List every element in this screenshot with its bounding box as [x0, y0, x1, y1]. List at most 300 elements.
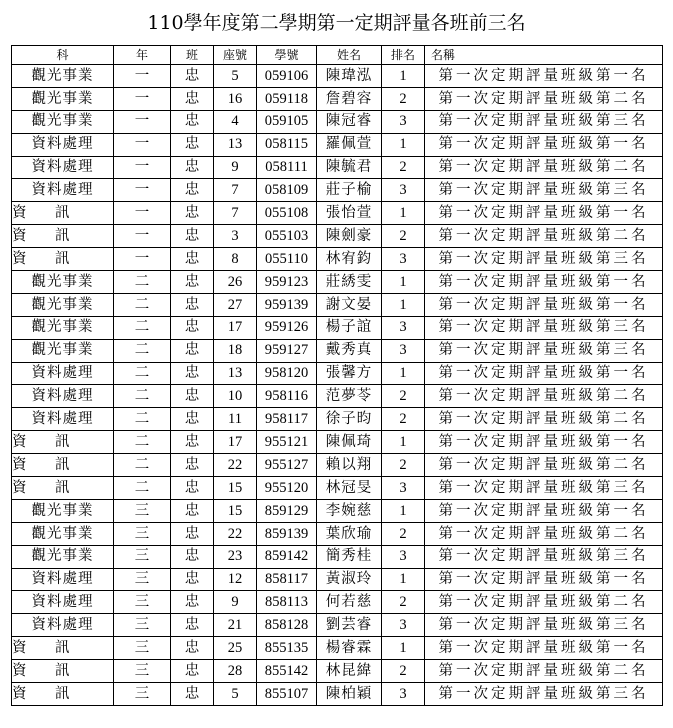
cell-class: 忠	[171, 614, 214, 637]
cell-grade: 二	[114, 362, 171, 385]
table-row	[12, 110, 663, 133]
cell-student-id: 958117	[257, 408, 317, 431]
header-rank: 排名	[382, 46, 425, 65]
cell-rank: 1	[382, 202, 425, 225]
cell-seat: 22	[214, 522, 257, 545]
cell-dept	[12, 248, 114, 271]
table-row	[12, 87, 663, 110]
cell-name: 陳瑋泓	[317, 65, 382, 88]
dept-char: 資	[12, 685, 27, 702]
cell-class: 忠	[171, 637, 214, 660]
cell-class: 忠	[171, 225, 214, 248]
cell-grade: 二	[114, 271, 171, 294]
cell-class: 忠	[171, 683, 214, 706]
dept-label	[12, 252, 98, 267]
cell-class: 忠	[171, 362, 214, 385]
dept-label: 資料處理	[31, 571, 94, 588]
cell-note: 第一次定期評量班級第一名	[425, 568, 663, 591]
cell-rank: 1	[382, 362, 425, 385]
table-row	[12, 362, 663, 385]
cell-seat: 7	[214, 202, 257, 225]
cell-name: 范夢苓	[317, 385, 382, 408]
cell-grade: 一	[114, 110, 171, 133]
cell-student-id: 859142	[257, 545, 317, 568]
cell-grade: 二	[114, 339, 171, 362]
dept-label: 資料處理	[31, 388, 94, 405]
dept-label	[12, 664, 98, 679]
cell-class: 忠	[171, 591, 214, 614]
cell-rank: 2	[382, 385, 425, 408]
dept-label	[12, 641, 98, 656]
cell-student-id: 059106	[257, 65, 317, 88]
cell-class: 忠	[171, 202, 214, 225]
page-title: 110學年度第二學期第一定期評量各班前三名	[147, 12, 526, 34]
dept-label: 觀光事業	[31, 342, 94, 359]
cell-rank: 3	[382, 614, 425, 637]
cell-rank: 3	[382, 683, 425, 706]
cell-seat: 23	[214, 545, 257, 568]
cell-note: 第一次定期評量班級第三名	[425, 316, 663, 339]
cell-rank: 3	[382, 248, 425, 271]
cell-dept	[12, 499, 114, 522]
cell-grade: 二	[114, 316, 171, 339]
cell-rank: 3	[382, 179, 425, 202]
cell-note: 第一次定期評量班級第一名	[425, 271, 663, 294]
cell-seat: 8	[214, 248, 257, 271]
cell-seat: 21	[214, 614, 257, 637]
ranking-table	[11, 45, 663, 706]
header-class: 班	[171, 46, 214, 65]
header-student-id: 學號	[257, 46, 317, 65]
cell-note: 第一次定期評量班級第三名	[425, 614, 663, 637]
cell-note: 第一次定期評量班級第三名	[425, 248, 663, 271]
cell-seat: 5	[214, 683, 257, 706]
dept-char: 資	[12, 433, 27, 450]
dept-label: 資料處理	[31, 136, 94, 153]
cell-note: 第一次定期評量班級第一名	[425, 65, 663, 88]
cell-name: 戴秀真	[317, 339, 382, 362]
cell-rank: 2	[382, 225, 425, 248]
cell-grade: 三	[114, 591, 171, 614]
table-row	[12, 202, 663, 225]
table-row	[12, 408, 663, 431]
cell-seat: 28	[214, 660, 257, 683]
cell-name: 賴以翔	[317, 454, 382, 477]
cell-seat: 12	[214, 568, 257, 591]
dept-char: 訊	[55, 227, 70, 244]
dept-char: 資	[12, 456, 27, 473]
cell-note: 第一次定期評量班級第二名	[425, 660, 663, 683]
cell-seat: 27	[214, 293, 257, 316]
cell-class: 忠	[171, 87, 214, 110]
cell-name: 張怡萱	[317, 202, 382, 225]
cell-class: 忠	[171, 545, 214, 568]
cell-seat: 11	[214, 408, 257, 431]
cell-student-id: 955127	[257, 454, 317, 477]
dept-char: 訊	[55, 250, 70, 267]
cell-class: 忠	[171, 431, 214, 454]
cell-student-id: 858113	[257, 591, 317, 614]
cell-seat: 22	[214, 454, 257, 477]
cell-seat: 9	[214, 591, 257, 614]
header-note: 名稱	[425, 46, 663, 65]
dept-label: 觀光事業	[31, 319, 94, 336]
cell-class: 忠	[171, 293, 214, 316]
cell-grade: 一	[114, 87, 171, 110]
cell-grade: 三	[114, 499, 171, 522]
cell-name: 徐子昀	[317, 408, 382, 431]
cell-note: 第一次定期評量班級第三名	[425, 545, 663, 568]
table-row	[12, 477, 663, 500]
dept-char: 資	[12, 639, 27, 656]
cell-note: 第一次定期評量班級第三名	[425, 477, 663, 500]
cell-class: 忠	[171, 660, 214, 683]
cell-student-id: 055110	[257, 248, 317, 271]
cell-name: 陳劍豪	[317, 225, 382, 248]
cell-name: 黃淑玲	[317, 568, 382, 591]
cell-student-id: 859129	[257, 499, 317, 522]
cell-class: 忠	[171, 156, 214, 179]
cell-rank: 3	[382, 339, 425, 362]
cell-student-id: 958116	[257, 385, 317, 408]
cell-seat: 7	[214, 179, 257, 202]
cell-name: 劉芸睿	[317, 614, 382, 637]
cell-dept	[12, 110, 114, 133]
cell-dept	[12, 87, 114, 110]
cell-dept	[12, 225, 114, 248]
cell-student-id: 059118	[257, 87, 317, 110]
cell-seat: 9	[214, 156, 257, 179]
cell-name: 陳冠睿	[317, 110, 382, 133]
cell-note: 第一次定期評量班級第二名	[425, 408, 663, 431]
cell-student-id: 055103	[257, 225, 317, 248]
cell-student-id: 058115	[257, 133, 317, 156]
cell-class: 忠	[171, 385, 214, 408]
cell-name: 何若慈	[317, 591, 382, 614]
cell-grade: 三	[114, 568, 171, 591]
cell-grade: 一	[114, 156, 171, 179]
cell-student-id: 858117	[257, 568, 317, 591]
cell-name: 林昆緯	[317, 660, 382, 683]
cell-grade: 二	[114, 454, 171, 477]
table-row	[12, 339, 663, 362]
dept-char: 資	[12, 205, 27, 222]
cell-note: 第一次定期評量班級第二名	[425, 385, 663, 408]
dept-label: 觀光事業	[31, 273, 94, 290]
cell-dept	[12, 133, 114, 156]
cell-grade: 二	[114, 431, 171, 454]
table-row	[12, 614, 663, 637]
cell-rank: 2	[382, 660, 425, 683]
table-row	[12, 271, 663, 294]
cell-class: 忠	[171, 499, 214, 522]
cell-rank: 1	[382, 499, 425, 522]
cell-dept	[12, 477, 114, 500]
cell-seat: 5	[214, 65, 257, 88]
table-row	[12, 568, 663, 591]
table-row	[12, 225, 663, 248]
cell-rank: 2	[382, 522, 425, 545]
cell-name: 楊子誼	[317, 316, 382, 339]
dept-label	[12, 229, 98, 244]
cell-student-id: 959127	[257, 339, 317, 362]
cell-class: 忠	[171, 477, 214, 500]
cell-grade: 三	[114, 660, 171, 683]
cell-name: 詹碧容	[317, 87, 382, 110]
cell-note: 第一次定期評量班級第三名	[425, 683, 663, 706]
table-row	[12, 179, 663, 202]
cell-class: 忠	[171, 316, 214, 339]
dept-label: 觀光事業	[31, 548, 94, 565]
dept-label	[12, 481, 98, 496]
dept-char: 資	[12, 479, 27, 496]
cell-class: 忠	[171, 339, 214, 362]
cell-student-id: 058111	[257, 156, 317, 179]
cell-seat: 17	[214, 316, 257, 339]
cell-note: 第一次定期評量班級第三名	[425, 179, 663, 202]
cell-dept	[12, 271, 114, 294]
cell-seat: 18	[214, 339, 257, 362]
cell-dept	[12, 454, 114, 477]
cell-class: 忠	[171, 65, 214, 88]
dept-char: 訊	[55, 479, 70, 496]
dept-label: 資料處理	[31, 182, 94, 199]
table-row	[12, 637, 663, 660]
cell-rank: 1	[382, 65, 425, 88]
dept-label: 資料處理	[31, 411, 94, 428]
cell-grade: 三	[114, 614, 171, 637]
table-row	[12, 65, 663, 88]
cell-note: 第一次定期評量班級第一名	[425, 431, 663, 454]
cell-student-id: 858128	[257, 614, 317, 637]
dept-label	[12, 687, 98, 702]
cell-name: 李婉慈	[317, 499, 382, 522]
table-row	[12, 545, 663, 568]
cell-rank: 3	[382, 316, 425, 339]
cell-grade: 一	[114, 65, 171, 88]
cell-seat: 13	[214, 362, 257, 385]
cell-seat: 17	[214, 431, 257, 454]
cell-name: 楊睿霖	[317, 637, 382, 660]
dept-char: 資	[12, 662, 27, 679]
cell-rank: 3	[382, 545, 425, 568]
cell-rank: 2	[382, 591, 425, 614]
cell-dept	[12, 545, 114, 568]
cell-dept	[12, 293, 114, 316]
cell-rank: 1	[382, 293, 425, 316]
table-row	[12, 385, 663, 408]
cell-name: 葉欣瑜	[317, 522, 382, 545]
dept-label	[12, 458, 98, 473]
dept-label: 觀光事業	[31, 90, 94, 107]
dept-char: 資	[12, 227, 27, 244]
cell-class: 忠	[171, 408, 214, 431]
cell-class: 忠	[171, 568, 214, 591]
cell-dept	[12, 316, 114, 339]
cell-grade: 一	[114, 225, 171, 248]
cell-student-id: 855135	[257, 637, 317, 660]
table-row	[12, 591, 663, 614]
dept-label: 資料處理	[31, 594, 94, 611]
cell-student-id: 855142	[257, 660, 317, 683]
cell-note: 第一次定期評量班級第二名	[425, 454, 663, 477]
cell-note: 第一次定期評量班級第二名	[425, 591, 663, 614]
dept-label: 資料處理	[31, 365, 94, 382]
dept-char: 訊	[55, 662, 70, 679]
dept-label: 資料處理	[31, 617, 94, 634]
cell-note: 第一次定期評量班級第二名	[425, 522, 663, 545]
cell-seat: 10	[214, 385, 257, 408]
cell-class: 忠	[171, 271, 214, 294]
cell-student-id: 055108	[257, 202, 317, 225]
cell-student-id: 958120	[257, 362, 317, 385]
cell-rank: 2	[382, 408, 425, 431]
cell-class: 忠	[171, 522, 214, 545]
cell-name: 莊子榆	[317, 179, 382, 202]
dept-label: 資料處理	[31, 159, 94, 176]
table-row	[12, 499, 663, 522]
cell-grade: 二	[114, 293, 171, 316]
cell-student-id: 059105	[257, 110, 317, 133]
table-row	[12, 454, 663, 477]
cell-note: 第一次定期評量班級第一名	[425, 499, 663, 522]
cell-dept	[12, 202, 114, 225]
cell-seat: 4	[214, 110, 257, 133]
cell-grade: 三	[114, 683, 171, 706]
cell-dept	[12, 637, 114, 660]
cell-grade: 二	[114, 385, 171, 408]
table-row	[12, 248, 663, 271]
cell-note: 第一次定期評量班級第二名	[425, 225, 663, 248]
dept-label	[12, 206, 98, 221]
cell-class: 忠	[171, 454, 214, 477]
cell-rank: 1	[382, 431, 425, 454]
cell-rank: 3	[382, 477, 425, 500]
cell-dept	[12, 591, 114, 614]
cell-grade: 三	[114, 545, 171, 568]
cell-note: 第一次定期評量班級第一名	[425, 293, 663, 316]
cell-dept	[12, 156, 114, 179]
cell-dept	[12, 179, 114, 202]
table-row	[12, 133, 663, 156]
cell-name: 張馨方	[317, 362, 382, 385]
table-row	[12, 522, 663, 545]
cell-rank: 2	[382, 454, 425, 477]
cell-dept	[12, 408, 114, 431]
cell-student-id: 955120	[257, 477, 317, 500]
cell-seat: 25	[214, 637, 257, 660]
cell-note: 第一次定期評量班級第一名	[425, 133, 663, 156]
cell-name: 莊綉雯	[317, 271, 382, 294]
table-row	[12, 683, 663, 706]
cell-note: 第一次定期評量班級第一名	[425, 202, 663, 225]
cell-rank: 2	[382, 87, 425, 110]
cell-name: 謝文晏	[317, 293, 382, 316]
cell-dept	[12, 65, 114, 88]
cell-dept	[12, 522, 114, 545]
cell-seat: 16	[214, 87, 257, 110]
table-row	[12, 156, 663, 179]
cell-rank: 1	[382, 133, 425, 156]
cell-note: 第一次定期評量班級第一名	[425, 637, 663, 660]
table-header-row	[12, 46, 663, 65]
header-grade: 年	[114, 46, 171, 65]
table-body	[12, 46, 663, 706]
dept-label: 觀光事業	[31, 67, 94, 84]
cell-grade: 二	[114, 408, 171, 431]
cell-name: 林冠旻	[317, 477, 382, 500]
header-name: 姓名	[317, 46, 382, 65]
cell-rank: 1	[382, 271, 425, 294]
header-dept: 科	[12, 46, 114, 65]
dept-char: 訊	[55, 685, 70, 702]
cell-student-id: 959139	[257, 293, 317, 316]
cell-student-id: 959123	[257, 271, 317, 294]
cell-note: 第一次定期評量班級第三名	[425, 110, 663, 133]
cell-class: 忠	[171, 110, 214, 133]
dept-char: 訊	[55, 456, 70, 473]
cell-student-id: 959126	[257, 316, 317, 339]
cell-seat: 13	[214, 133, 257, 156]
cell-grade: 一	[114, 179, 171, 202]
cell-class: 忠	[171, 179, 214, 202]
dept-label: 觀光事業	[31, 113, 94, 130]
cell-class: 忠	[171, 133, 214, 156]
cell-grade: 二	[114, 477, 171, 500]
cell-class: 忠	[171, 248, 214, 271]
cell-grade: 一	[114, 202, 171, 225]
cell-rank: 1	[382, 637, 425, 660]
table-row	[12, 316, 663, 339]
cell-dept	[12, 339, 114, 362]
cell-student-id: 058109	[257, 179, 317, 202]
cell-note: 第一次定期評量班級第二名	[425, 156, 663, 179]
table-row	[12, 293, 663, 316]
cell-dept	[12, 568, 114, 591]
cell-name: 簡秀桂	[317, 545, 382, 568]
cell-dept	[12, 660, 114, 683]
cell-grade: 一	[114, 133, 171, 156]
dept-char: 訊	[55, 433, 70, 450]
cell-seat: 3	[214, 225, 257, 248]
cell-name: 林宥鈞	[317, 248, 382, 271]
cell-grade: 一	[114, 248, 171, 271]
cell-rank: 2	[382, 156, 425, 179]
cell-note: 第一次定期評量班級第二名	[425, 87, 663, 110]
cell-grade: 三	[114, 522, 171, 545]
cell-name: 陳毓君	[317, 156, 382, 179]
cell-note: 第一次定期評量班級第一名	[425, 362, 663, 385]
cell-note: 第一次定期評量班級第三名	[425, 339, 663, 362]
dept-label	[12, 435, 98, 450]
cell-name: 羅佩萱	[317, 133, 382, 156]
cell-seat: 15	[214, 477, 257, 500]
dept-char: 資	[12, 250, 27, 267]
cell-dept	[12, 614, 114, 637]
table-row	[12, 660, 663, 683]
cell-dept	[12, 362, 114, 385]
cell-rank: 1	[382, 568, 425, 591]
dept-label: 觀光事業	[31, 296, 94, 313]
dept-char: 訊	[55, 205, 70, 222]
header-seat: 座號	[214, 46, 257, 65]
cell-grade: 三	[114, 637, 171, 660]
cell-dept	[12, 431, 114, 454]
cell-rank: 3	[382, 110, 425, 133]
cell-student-id: 859139	[257, 522, 317, 545]
cell-student-id: 955121	[257, 431, 317, 454]
cell-name: 陳柏穎	[317, 683, 382, 706]
